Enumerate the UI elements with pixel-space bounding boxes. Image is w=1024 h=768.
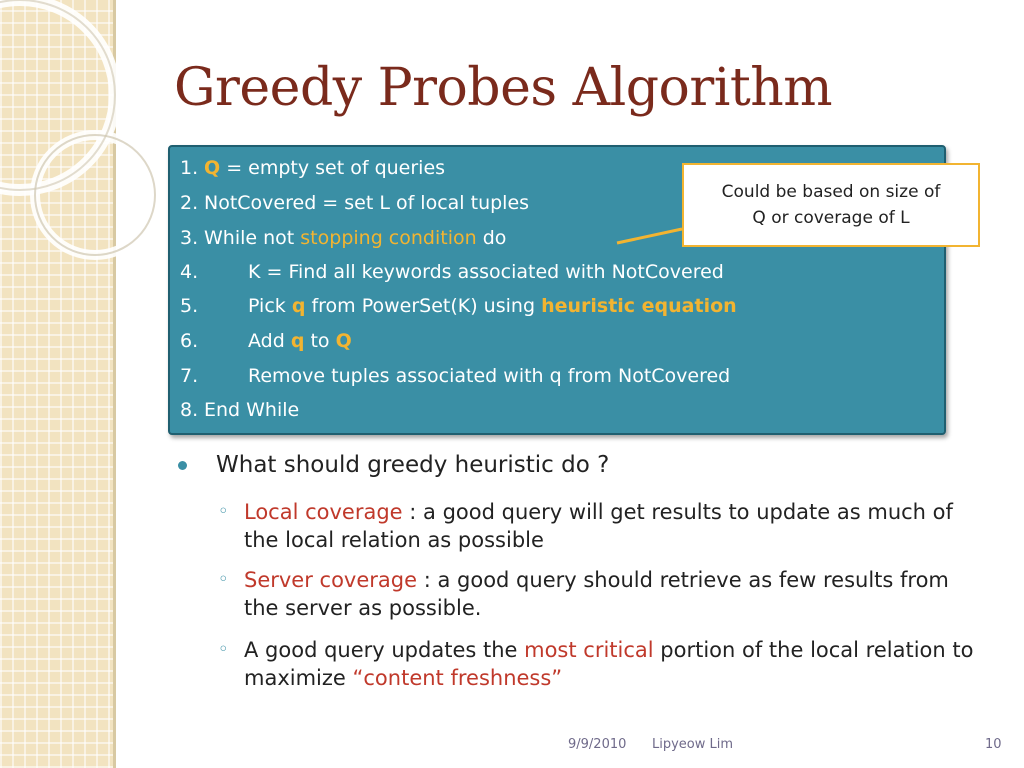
sub-bullet-server-coverage [218, 566, 978, 622]
step-text: stopping condition [300, 227, 477, 249]
critical-text-a: A good query updates the [244, 638, 525, 662]
sub-bullet-critical [218, 636, 978, 692]
sub-bullet-ring-icon: ◦ [218, 569, 229, 590]
algorithm-step-5 [180, 295, 737, 317]
step-number: 3. [180, 227, 199, 249]
step-number: 1. [180, 157, 199, 179]
step-number: 8. [180, 399, 199, 421]
sub-bullet-ring-icon: ◦ [218, 639, 229, 660]
algorithm-step-8 [180, 399, 299, 421]
server-coverage-term: Server coverage [244, 568, 418, 592]
slide-title: Greedy Probes Algorithm [174, 58, 833, 118]
step-number: 7. [180, 365, 199, 387]
step-text: Remove tuples associated with q from NotCovered [248, 365, 731, 387]
local-coverage-text: : a good query will get results to update as much of the local relation as possible [244, 500, 953, 552]
algorithm-step-2 [180, 192, 529, 214]
footer-page-number: 10 [985, 737, 1002, 752]
step-text: K = Find all keywords associated with NotCovered [248, 261, 724, 283]
server-coverage-text: : a good query should retrieve as few results from the server as possible. [244, 568, 949, 620]
step-text: End While [204, 399, 300, 421]
step-text: to [304, 330, 336, 352]
step-number: 4. [180, 261, 199, 283]
step-text: NotCovered = set L of local tuples [204, 192, 530, 214]
sub-bullet-ring-icon: ◦ [218, 501, 229, 522]
bullet-item [180, 452, 609, 478]
local-coverage-term: Local coverage [244, 500, 403, 524]
bullet-dot-icon [178, 461, 187, 470]
step-text: Q [204, 157, 221, 179]
step-text: While not [204, 227, 301, 249]
step-text: = empty set of queries [220, 157, 446, 179]
step-number: 2. [180, 192, 199, 214]
algorithm-step-7 [180, 365, 730, 387]
algorithm-step-6 [180, 330, 352, 352]
step-text: q [291, 295, 306, 317]
step-text: Pick [248, 295, 292, 317]
step-text: heuristic equation [541, 295, 737, 317]
algorithm-step-3 [180, 227, 506, 249]
callout-note [682, 163, 980, 247]
callout-line-2: Q or coverage of L [752, 208, 910, 228]
step-text: do [476, 227, 507, 249]
step-text: q [290, 330, 305, 352]
step-number: 6. [180, 330, 199, 352]
step-text: Add [248, 330, 291, 352]
bullet-text: What should greedy heuristic do ? [216, 452, 610, 478]
most-critical-term: most critical [524, 638, 654, 662]
step-text: Q [335, 330, 352, 352]
algorithm-step-4 [180, 261, 724, 283]
sub-bullet-local-coverage [218, 498, 978, 554]
footer-author: Lipyeow Lim [652, 737, 734, 752]
content-freshness-term: “content freshness” [352, 666, 563, 690]
algorithm-step-1 [180, 157, 445, 179]
callout-line-1: Could be based on size of [721, 182, 941, 202]
footer-date: 9/9/2010 [568, 737, 627, 752]
critical-text-b: portion of the local relation to maximize [244, 638, 974, 690]
step-text: from PowerSet(K) using [305, 295, 542, 317]
step-number: 5. [180, 295, 199, 317]
